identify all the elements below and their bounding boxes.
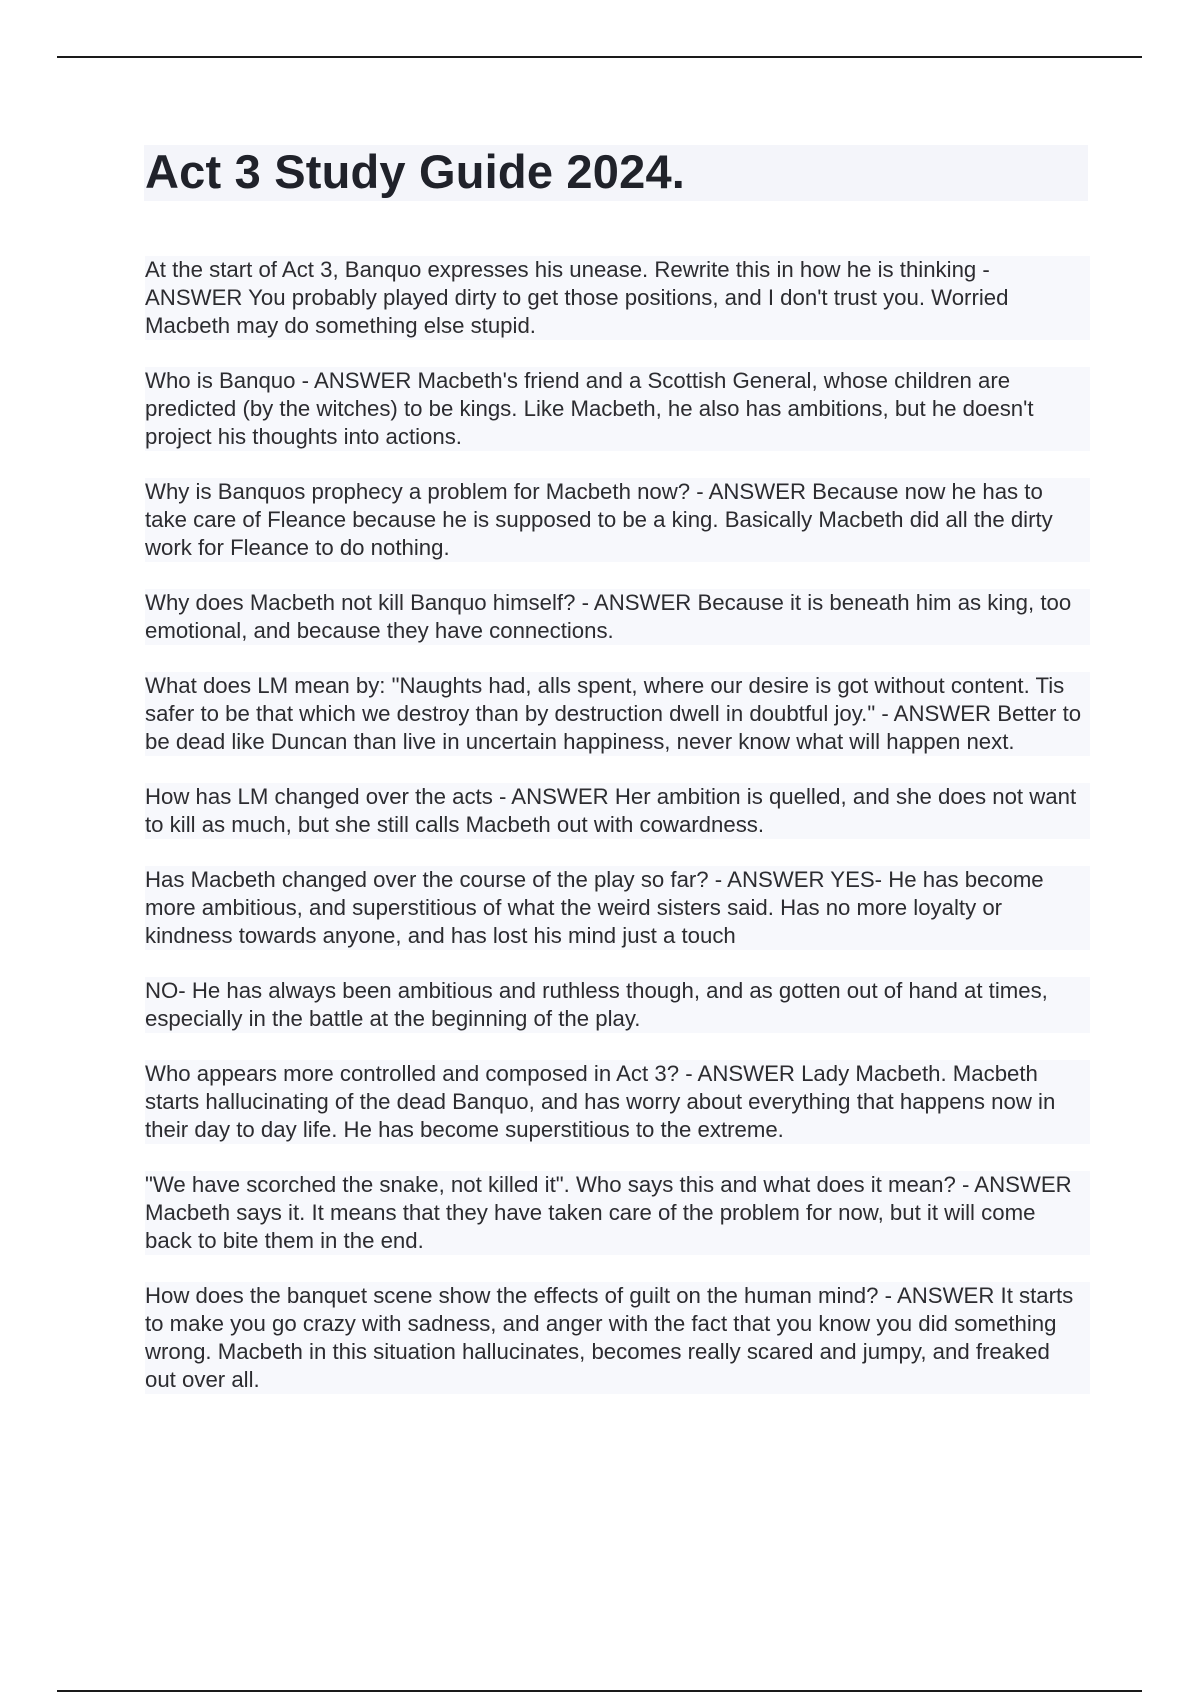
qa-entry-controlled-composed: Who appears more controlled and composed in Act 3? - ANSWER Lady Macbeth. Macbeth starts hallucinating of the dead Banquo, and has worry about everything that happens now in their day to day life. He has become superstitious to the extreme. [145,1060,1090,1144]
qa-entry-scorched-snake: "We have scorched the snake, not killed it". Who says this and what does it mean? - ANSWER Macbeth says it. It means that they have taken care of the problem for now, but it will come back to bite them in the end. [145,1171,1090,1255]
qa-entry-macbeth-changed-yes: Has Macbeth changed over the course of the play so far? - ANSWER YES- He has become more ambitious, and superstitious of what the weird sisters said. Has no more loyalty or kindness towards anyone, and has lost his mind just a touch [145,866,1090,950]
qa-entry-banquo-unease: At the start of Act 3, Banquo expresses his unease. Rewrite this in how he is thinking - ANSWER You probably played dirty to get those positions, and I don't trust you. Worried Macbeth may do something else stupid. [145,256,1090,340]
qa-entry-lm-changed: How has LM changed over the acts - ANSWER Her ambition is quelled, and she does not want to kill as much, but she still calls Macbeth out with cowardness. [145,783,1090,839]
qa-entry-who-is-banquo: Who is Banquo - ANSWER Macbeth's friend and a Scottish General, whose children are predicted (by the witches) to be kings. Like Macbeth, he also has ambitions, but he doesn't project his thoughts into actions. [145,367,1090,451]
page-title: Act 3 Study Guide 2024. [145,145,686,198]
qa-entry-banquet-guilt: How does the banquet scene show the effects of guilt on the human mind? - ANSWER It starts to make you go crazy with sadness, and anger with the fact that you know you did something wrong. Macbeth in this situation hallucinates, becomes really scared and jumpy, and freaked out over all. [145,1282,1090,1394]
bottom-divider [57,1690,1142,1692]
qa-entry-macbeth-changed-no: NO- He has always been ambitious and ruthless though, and as gotten out of hand at times, especially in the battle at the beginning of the play. [145,977,1090,1033]
qa-entry-lm-quote: What does LM mean by: "Naughts had, alls spent, where our desire is got without content. Tis safer to be that which we destroy than by destruction dwell in doubtful joy." - ANSWER Better to be dead like Duncan than live in uncertain happiness, never know what will happen next. [145,672,1090,756]
qa-entry-banquo-prophecy: Why is Banquos prophecy a problem for Macbeth now? - ANSWER Because now he has to take care of Fleance because he is supposed to be a king. Basically Macbeth did all the dirty work for Fleance to do nothing. [145,478,1090,562]
qa-entry-not-kill-himself: Why does Macbeth not kill Banquo himself? - ANSWER Because it is beneath him as king, too emotional, and because they have connections. [145,589,1090,645]
study-guide-body [145,256,1090,1421]
top-divider [57,56,1142,58]
